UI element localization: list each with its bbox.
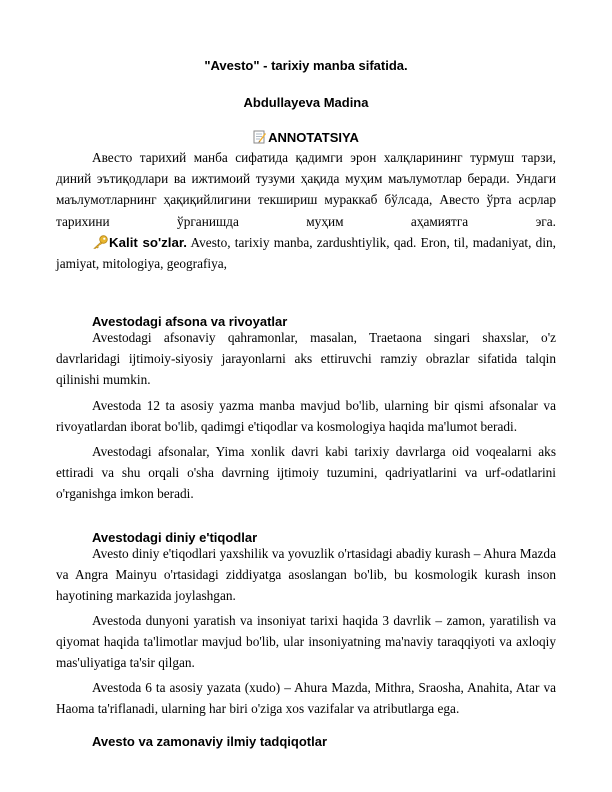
section-heading-modern-research: Avesto va zamonaviy ilmiy tadqiqotlar xyxy=(92,734,328,749)
section-heading-legends: Avestodagi afsona va rivoyatlar xyxy=(92,314,288,329)
keywords-label: Kalit so'zlar. xyxy=(109,235,187,250)
section-paragraph: Avestodagi afsonaviy qahramonlar, masalan, Traetaona singari shaxslar, o'z davrlaridagi ijtimoiy-siyosiy jarayonlarni aks ettiruvchi ramziy obrazlar sifatida talqin qilinishi mumkin. xyxy=(56,330,556,388)
memo-icon xyxy=(253,130,266,144)
annotation-heading-row xyxy=(56,130,556,145)
annotation-text: Авесто тарихий манба сифатида қадимги эрон халқларининг турмуш тарзи, диний эътиқодлари ва ижтимоий тузуми ҳақида муҳим маълумотлар беради. Ундаги маълумотларнинг ҳақиқийлигини текшириш мураккаб бўлсада, Авесто ўрта асрлар тарихини ўрганишда муҳим аҳамиятга эга. xyxy=(56,150,556,229)
key-icon xyxy=(92,235,108,249)
keywords-text: Avesto, tarixiy manba, zardushtiylik, qad. Eron, til, madaniyat, din, jamiyat, mitologiya, geografiya, xyxy=(56,235,556,272)
annotation-heading: ANNOTATSIYA xyxy=(268,130,359,145)
section-paragraph: Avestoda 12 ta asosiy yazma manba mavjud bo'lib, ularning bir qismi afsonalar va rivoyatlardan iborat bo'lib, qadimgi e'tiqodlar va kosmologiya haqida ma'lumot beradi. xyxy=(56,398,556,435)
section-paragraph: Avestodagi afsonalar, Yima xonlik davri kabi tarixiy davrlarga oid voqealarni aks ettiradi va shu orqali o'sha davrning ijtimoiy tuzumini, qadriyatlarini va urf-odatlarini o'rganishga imkon beradi. xyxy=(56,444,556,502)
author-name: Abdullayeva Madina xyxy=(243,95,369,110)
section-paragraph: Avestoda dunyoni yaratish va insoniyat tarixi haqida 3 davrlik – zamon, yaratilish va qiyomat haqida ta'limotlar mavjud bo'lib, ular insoniyatning ma'naviy taraqqiyoti va axloqiy mas'uliyatiga ta'sir qilgan. xyxy=(56,613,556,671)
document-title: "Avesto" - tarixiy manba sifatida. xyxy=(204,58,408,73)
section-paragraph: Avestoda 6 ta asosiy yazata (xudo) – Ahura Mazda, Mithra, Sraosha, Anahita, Atar va Haoma ta'riflanadi, ularning har biri o'ziga xos vazifalar va atributlarga ega. xyxy=(56,680,556,717)
keywords-paragraph xyxy=(56,232,556,274)
section-paragraph: Avesto diniy e'tiqodlari yaxshilik va yovuzlik o'rtasidagi abadiy kurash – Ahura Mazda va Angra Mainyu o'rtasidagi ziddiyatga asoslangan bo'lib, bu kosmologik kurash inson hayotining markazida joylashgan. xyxy=(56,546,556,604)
section-heading-beliefs: Avestodagi diniy e'tiqodlar xyxy=(92,530,258,545)
